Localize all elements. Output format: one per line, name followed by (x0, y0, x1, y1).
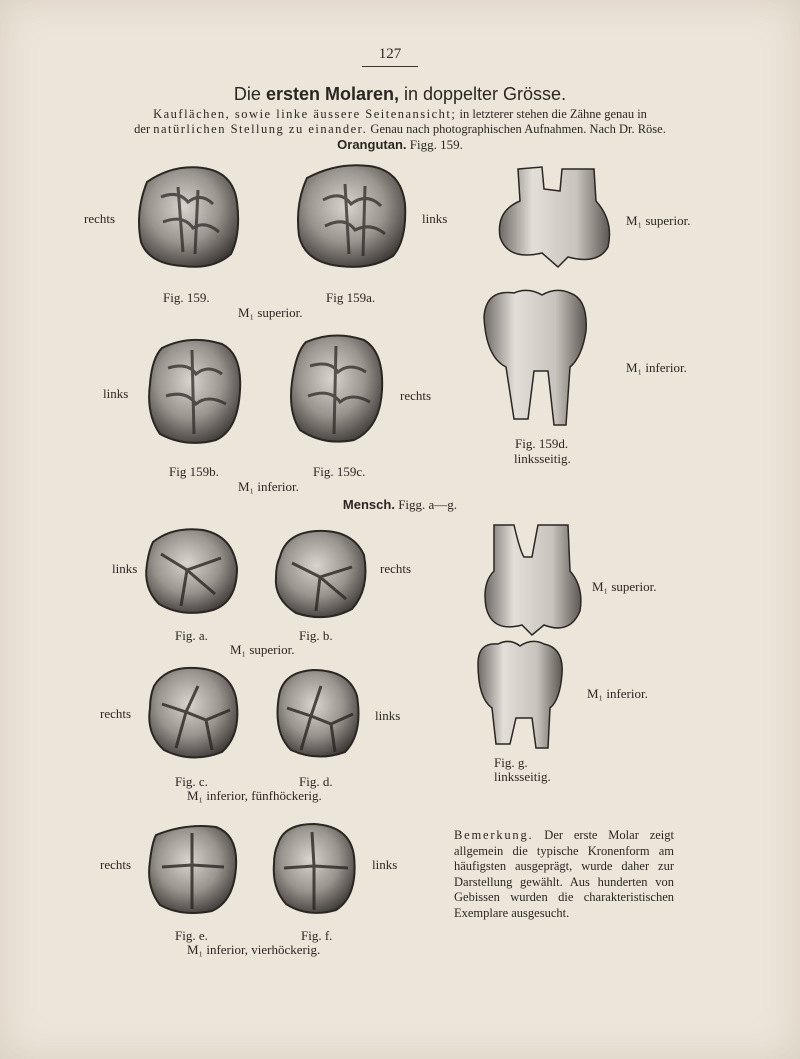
mensch-heading-bold: Mensch. (342, 497, 395, 512)
fig-159c-caption: Fig. 159c. (313, 464, 366, 479)
label-rechts-159: rechts (84, 211, 116, 226)
fig-c-caption: Fig. c. (175, 774, 208, 789)
title-post: in doppelter Grösse. (398, 84, 567, 104)
fig-f-occlusal-tooth (270, 820, 358, 916)
fig-d-caption: Fig. d. (299, 774, 333, 789)
label-rechts-c: rechts (100, 706, 132, 721)
subtitle-line-2 (90, 121, 710, 137)
fig-b-caption: Fig. b. (299, 628, 333, 643)
subtitle-line-1 (90, 106, 710, 122)
fig-159d-caption: Fig. 159d. (515, 436, 569, 451)
fig-159a-occlusal-tooth (293, 160, 409, 272)
subtitle-line2-rest: Genau nach photographischen Aufnahmen. Nach Dr. Röse. (367, 122, 666, 136)
mensch-caption-ab: M₁ superior. (230, 642, 295, 657)
orangutan-heading-rest: Figg. 159. (406, 137, 463, 152)
page-number: 127 (378, 46, 402, 62)
mensch-side-sup-label: M₁ superior. (592, 579, 657, 594)
fig-e-occlusal-tooth (146, 821, 238, 915)
orangutan-heading (0, 137, 800, 153)
orang-side-inf-label: M₁ inferior. (626, 360, 687, 375)
fig-159b-occlusal-tooth (146, 334, 244, 446)
fig-a-occlusal-tooth (143, 524, 239, 614)
fig-a-caption: Fig. a. (175, 628, 208, 643)
title-pre: Die (233, 84, 266, 104)
fig-159d-subcaption: linksseitig. (514, 451, 571, 466)
label-rechts-159c: rechts (400, 388, 432, 403)
fig-159-occlusal-tooth (133, 162, 243, 272)
subtitle-line1-spaced: Kauflächen, sowie linke äussere Seitenansicht; (153, 107, 457, 121)
mensch-side-inf-label: M₁ inferior. (587, 686, 648, 701)
fig-g-subcaption: linksseitig. (494, 769, 551, 784)
label-links-f: links (372, 857, 398, 872)
page-title (0, 84, 800, 105)
label-links-159b: links (103, 386, 129, 401)
fig-159d-inferior-side-tooth (478, 287, 590, 427)
fig-e-caption: Fig. e. (175, 928, 208, 943)
orang-caption-superior: M₁ superior. (238, 305, 303, 320)
fig-c-occlusal-tooth (146, 664, 240, 760)
fig-159a-caption: Fig 159a. (326, 290, 376, 305)
label-links-159a: links (422, 211, 448, 226)
fig-159-caption: Fig. 159. (163, 290, 210, 305)
fig-d-occlusal-tooth (273, 666, 361, 760)
note-text: Der erste Molar zeigt allgemein die typische Kronenform am häufigsten ausgeprägt, wurde daher zur Darstellung gewählt. Aus hunderten von Gebissen wurden die charakteristischen Exemplare ausgesucht. (454, 828, 674, 920)
fig-f-caption: Fig. f. (301, 928, 333, 943)
fig-g-caption: Fig. g. (494, 755, 528, 770)
fig-159c-occlusal-tooth (288, 330, 386, 446)
fig-g-inferior-side-tooth (474, 638, 566, 750)
mensch-heading (0, 497, 800, 513)
mensch-heading-rest: Figg. a—g. (394, 497, 458, 512)
fig-b-occlusal-tooth (272, 527, 368, 619)
bemerkung-note (454, 828, 674, 921)
subtitle-line2-pre: der (134, 122, 154, 136)
fig-g-superior-side-tooth (484, 521, 586, 639)
mensch-caption-cd: M₁ inferior, fünfhöckerig. (187, 788, 322, 803)
label-links-a: links (112, 561, 138, 576)
subtitle-line1-rest: in letzterer stehen die Zähne genau in (456, 107, 647, 121)
subtitle-line2-spaced: natürlichen Stellung zu einander. (153, 122, 368, 136)
fig-159b-caption: Fig 159b. (169, 464, 219, 479)
title-bold: ersten Molaren, (265, 84, 399, 104)
orang-caption-inferior: M₁ inferior. (238, 479, 299, 494)
label-links-d: links (375, 708, 401, 723)
orang-side-sup-label: M₁ superior. (626, 213, 691, 228)
orangutan-heading-bold: Orangutan. (337, 137, 407, 152)
note-lead: Bemerkung. (454, 828, 534, 842)
fig-159d-superior-side-tooth (498, 161, 618, 271)
page-number-rule (362, 66, 418, 67)
label-rechts-e: rechts (100, 857, 132, 872)
label-rechts-b: rechts (380, 561, 412, 576)
mensch-caption-ef: M₁ inferior, vierhöckerig. (187, 942, 321, 957)
